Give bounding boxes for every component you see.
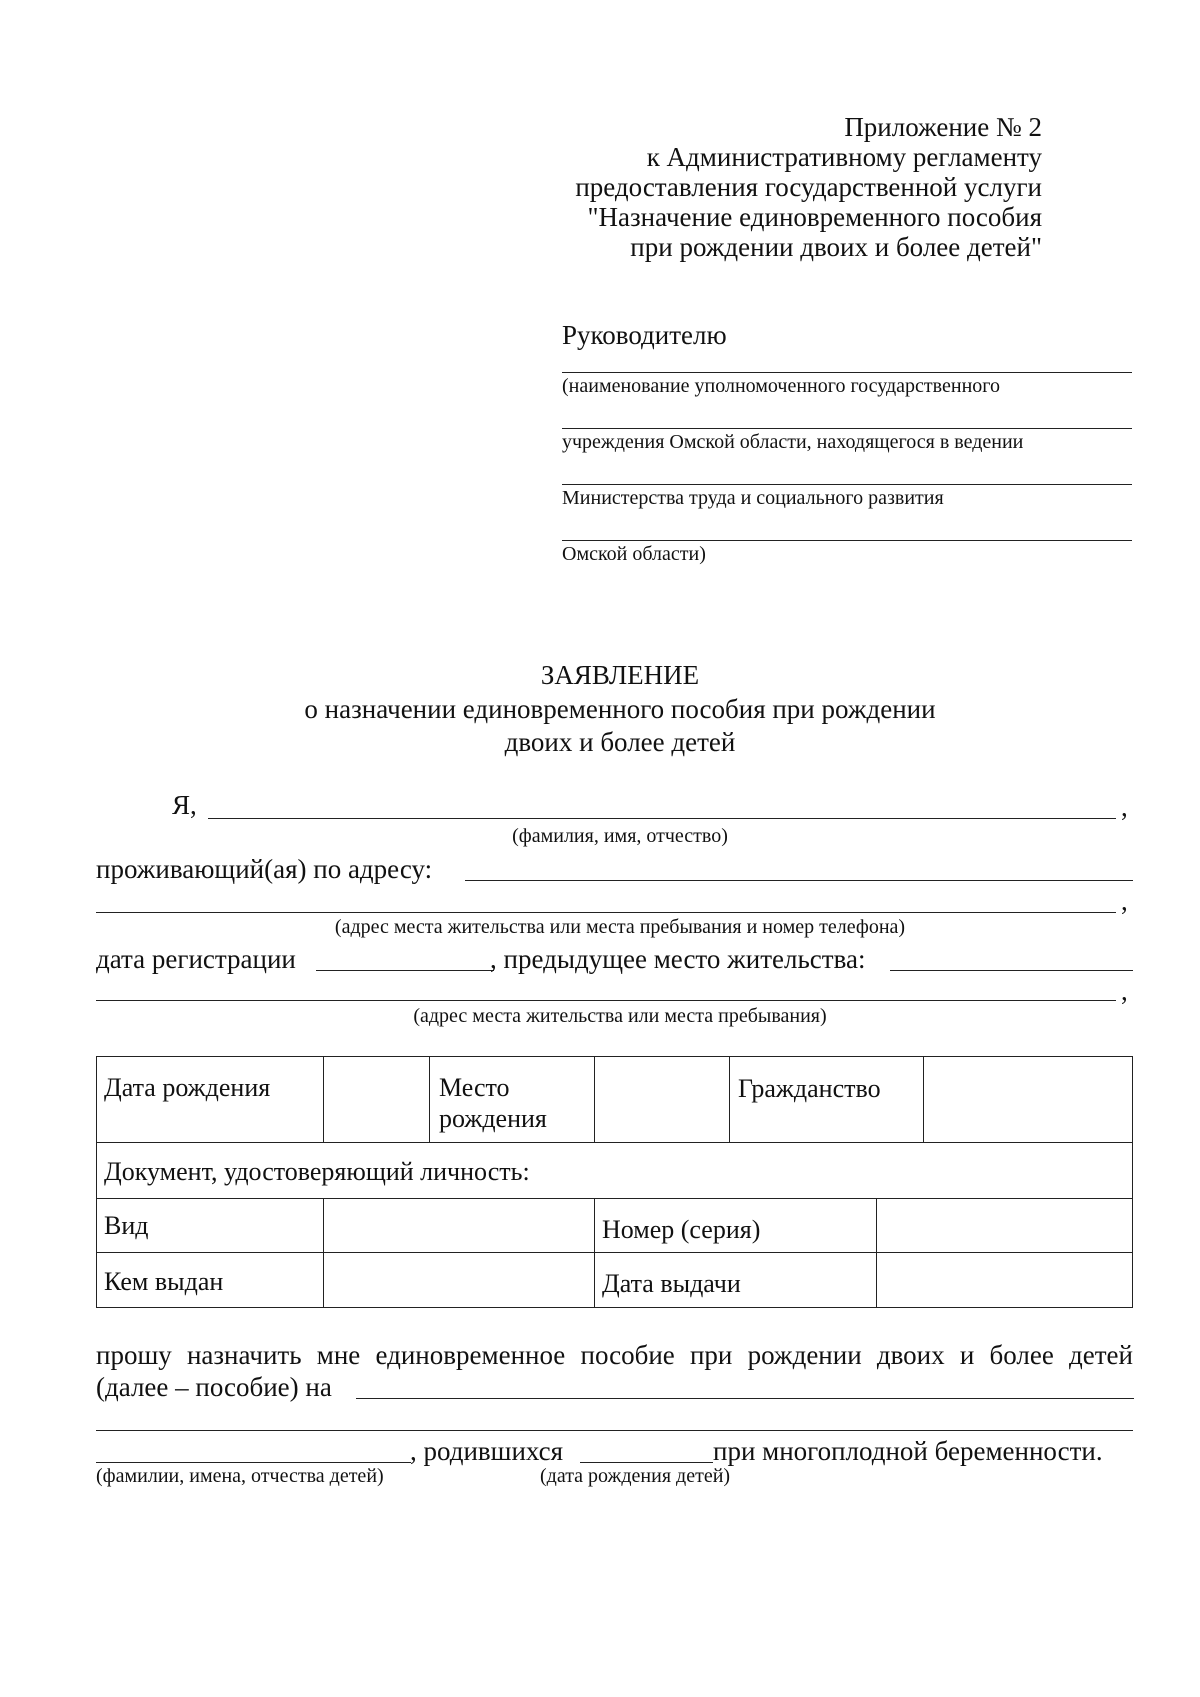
citizenship-label: Гражданство: [738, 1074, 881, 1103]
document-title: ЗАЯВЛЕНИЕ: [540, 660, 700, 690]
addressee-blank-line[interactable]: [562, 428, 1132, 429]
prev-residence-hint: (адрес места жительства или места пребывания): [413, 1005, 827, 1027]
i-prefix: Я,: [172, 790, 197, 820]
kind-value[interactable]: [326, 1200, 592, 1250]
id-doc-label: Документ, удостоверяющий личность:: [104, 1157, 530, 1186]
document-subtitle: о назначении единовременного пособия при рождении: [304, 694, 936, 724]
birth-place-label: Место рождения: [439, 1073, 547, 1134]
prev-residence-input-line-2[interactable]: [96, 1000, 1116, 1001]
address-hint: (адрес места жительства или места пребывания и номер телефона): [334, 916, 906, 938]
addressee-blank-line[interactable]: [562, 372, 1132, 373]
addressee-hint: учреждения Омской области, находящегося в ведении: [562, 431, 1024, 453]
addressee-blank-line[interactable]: [562, 484, 1132, 485]
appendix-line: к Административному регламенту: [646, 142, 1042, 172]
birth-date-hint: (дата рождения детей): [540, 1465, 731, 1487]
issue-date-value[interactable]: [879, 1254, 1130, 1305]
document-subtitle: двоих и более детей: [504, 727, 736, 757]
issued-by-label: Кем выдан: [104, 1267, 224, 1296]
reg-date-label: дата регистрации: [96, 944, 296, 974]
number-value[interactable]: [879, 1200, 1130, 1250]
fio-hint: (фамилия, имя, отчество): [512, 825, 728, 847]
number-label: Номер (серия): [602, 1215, 761, 1244]
children-input-line-3[interactable]: [96, 1462, 411, 1463]
citizenship-value[interactable]: [926, 1058, 1130, 1140]
comma: ,: [1121, 792, 1128, 822]
appendix-line: "Назначение единовременного пособия: [587, 202, 1042, 232]
children-input-line-2[interactable]: [96, 1430, 1133, 1431]
reg-date-input-line[interactable]: [316, 970, 494, 971]
fio-input-line[interactable]: [208, 818, 1116, 819]
prev-residence-label: , предыдущее место жительства:: [490, 944, 866, 974]
addressee-blank-line[interactable]: [562, 540, 1132, 541]
comma: ,: [1121, 976, 1128, 1006]
issue-date-label: Дата выдачи: [602, 1269, 741, 1298]
prev-residence-input-line[interactable]: [890, 970, 1133, 971]
children-hint: (фамилии, имена, отчества детей): [96, 1465, 384, 1487]
appendix-line: Приложение № 2: [844, 112, 1042, 142]
birth-date-label: Дата рождения: [104, 1073, 271, 1102]
request-line-1: прошу назначить мне единовременное пособие при рождении двоих и более детей: [96, 1340, 1133, 1370]
address-input-line[interactable]: [465, 880, 1133, 881]
appendix-line: предоставления государственной услуги: [575, 172, 1042, 202]
address-label: проживающий(ая) по адресу:: [96, 854, 433, 884]
comma: ,: [1121, 886, 1128, 916]
multiple-pregnancy-label: при многоплодной беременности.: [713, 1436, 1103, 1466]
appendix-line: при рождении двоих и более детей": [630, 232, 1042, 262]
children-input-line[interactable]: [356, 1398, 1134, 1399]
birth-place-value[interactable]: [597, 1058, 727, 1140]
addressee-hint: (наименование уполномоченного государственного: [562, 375, 1000, 397]
kind-label: Вид: [104, 1211, 149, 1240]
birth-date-value[interactable]: [326, 1058, 426, 1140]
addressee-title: Руководителю: [562, 320, 727, 350]
address-input-line-2[interactable]: [96, 912, 1116, 913]
born-label: , родившихся: [410, 1436, 564, 1466]
addressee-hint: Омской области): [562, 543, 706, 565]
issued-by-value[interactable]: [326, 1254, 592, 1305]
request-line-2-prefix: (далее – пособие) на: [96, 1372, 332, 1402]
addressee-hint: Министерства труда и социального развития: [562, 487, 944, 509]
birth-date-input-line[interactable]: [580, 1462, 713, 1463]
